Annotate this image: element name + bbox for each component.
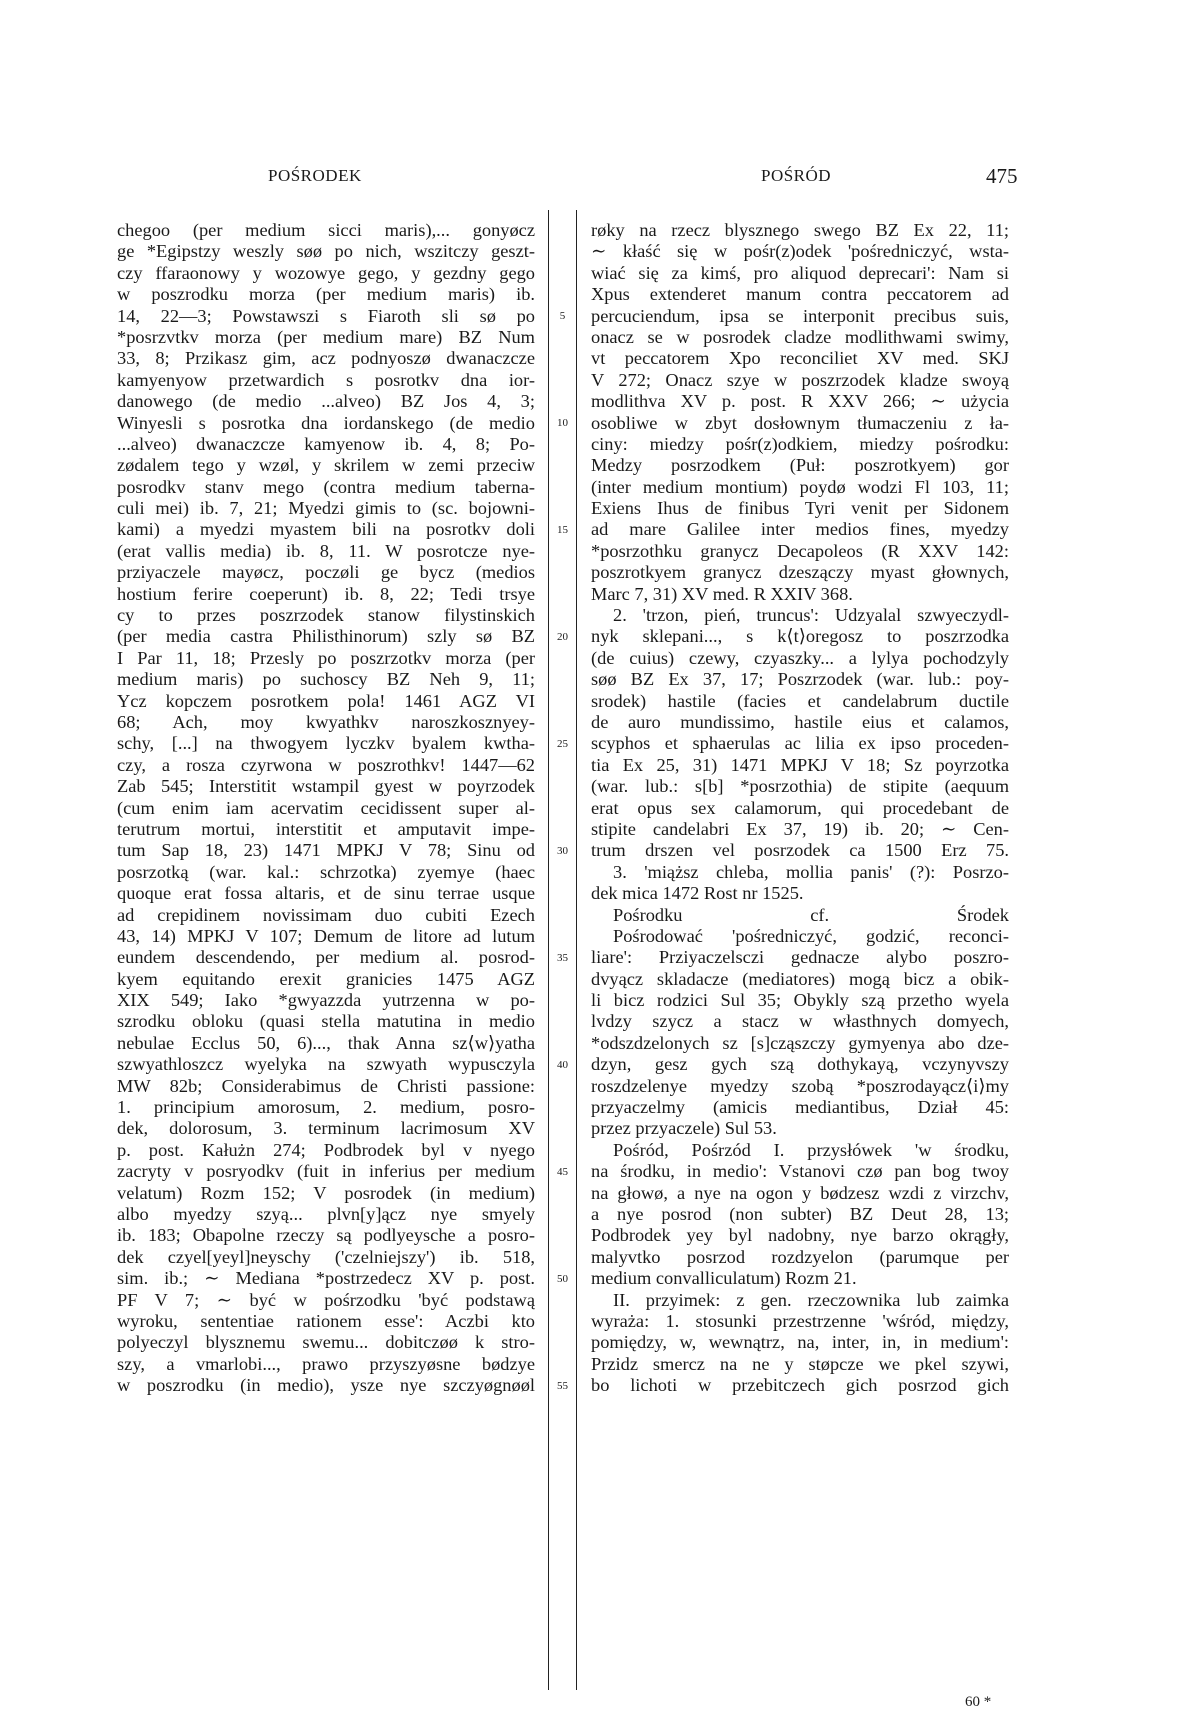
text-line: terutrum mortui, interstitit et amputavit impe- <box>117 818 535 839</box>
page-number: 475 <box>986 164 1018 188</box>
text-line: tia Ex 25, 31) 1471 MPKJ V 18; Sz poyrzotka <box>591 754 1009 775</box>
printer-signature: 60 * <box>965 1694 992 1710</box>
text-line: liare': Przіyaczelsczi gednacze alybo poszro- <box>591 947 1009 968</box>
text-line: *posrzvtkv morza (per medium mare) BZ Num <box>117 326 535 347</box>
text-line: II. przyimek: z gen. rzeczownika lub zaimka <box>613 1289 1009 1310</box>
text-line: malyvtko posrzod rozdzyelon (parumque per <box>591 1246 1009 1267</box>
text-line: kyem equitando erexit granicies 1475 AGZ <box>117 968 535 989</box>
text-line: quoque erat fossa altaris, et de sinu terrae usque <box>117 883 535 904</box>
text-line: wyroku, sententiae rationem esse': Aczbi kto <box>117 1310 535 1331</box>
text-line: zacryty v posryodkv (fuit in inferius per medium <box>117 1161 535 1182</box>
running-head-right: POŚRÓD <box>761 166 832 185</box>
text-line: ad crepidinem novissimam duo cubiti Ezech <box>117 904 535 925</box>
text-line: (inter medium montium) poydø wodzi Fl 103, 11; <box>591 476 1009 497</box>
text-line: nebulae Ecclus 50, 6)..., thak Anna sz⟨w⟩yatha <box>117 1032 535 1053</box>
text-line: dzyn, gesz gych szą dothykayą, vczynyvszy <box>591 1054 1009 1075</box>
text-line: 14, 22—3; Powstawszi s Fiaroth sli sø po <box>117 305 535 326</box>
text-line: XIX 549; Iako *gwyazzda yutrzenna w po- <box>117 990 535 1011</box>
text-line: PF V 7; ∼ być w pośrzodku 'być podstawą <box>117 1289 535 1310</box>
text-line: danowego (de medio ...alveo) BZ Jos 4, 3; <box>117 391 535 412</box>
text-line: 33, 8; Przikasz gim, acz podnyoszø dwanaczcze <box>117 348 535 369</box>
text-line: ib. 183; Obapolne rzeczy są podlyeysche a posro- <box>117 1225 535 1246</box>
text-line: w poszrodku morza (per medium maris) ib. <box>117 284 535 305</box>
text-line: ciny: miedzy pośr(z)odkiem, miedzy pośrodku: <box>591 433 1009 454</box>
text-line: wyraża: 1. stosunki przestrzenne 'wśród, między, <box>591 1310 1009 1331</box>
text-line: I Par 11, 18; Przesly po poszrzotkv morza (per <box>117 647 535 668</box>
text-line: (erat vallis media) ib. 8, 11. W posrotcze nye- <box>117 540 535 561</box>
text-line: czy, a rosza czyrwona w poszrothkv! 1447—62 <box>117 754 535 775</box>
text-line: a nye posrod (non subter) BZ Deut 28, 13; <box>591 1203 1009 1224</box>
text-line: MW 82b; Considerabimus de Christi passione: <box>117 1075 535 1096</box>
text-line: stipite candelabri Ex 37, 19) ib. 20; ∼ Cen- <box>591 818 1009 839</box>
text-line: 68; Ach, moy kwyathkv naroszkosznyey- <box>117 711 535 732</box>
line-number: 10 <box>557 416 568 429</box>
text-line: velatum) Rozm 152; V posrodek (in medium) <box>117 1182 535 1203</box>
text-line: Pośrodować 'pośredniczyć, godzić, reconci- <box>613 925 1009 946</box>
text-line: Pośrodku cf. Środek <box>613 904 1009 925</box>
text-line: polyeczyl blysznemu swemu... dobitczøø k stro- <box>117 1332 535 1353</box>
text-line: culi mei) ib. 7, 21; Myedzi gimis to (sc. bojowni- <box>117 498 535 519</box>
text-line: lvdzy szycz a stacz w własthnych domyech, <box>591 1011 1009 1032</box>
text-line: sim. ib.; ∼ Mediana *postrzedecz XV p. post. <box>117 1268 535 1289</box>
text-line: Xpus extenderet manum contra peccatorem ad <box>591 284 1009 305</box>
text-line: medium maris) po suchoscy BZ Neh 9, 11; <box>117 669 535 690</box>
text-line: ge *Egipstzy weszly søø po nich, wszitczy geszt- <box>117 241 535 262</box>
text-line: kamyenyow przetwardich s posrotkv dna ior- <box>117 369 535 390</box>
text-line: modlithva XV p. post. R XXV 266; ∼ użycia <box>591 391 1009 412</box>
text-line: ad mare Galilee inter medios fines, myedzy <box>591 519 1009 540</box>
line-number: 40 <box>557 1058 568 1071</box>
text-line: na głowø, a nye na ogon y bødzesz wzdi z virzchv, <box>591 1182 1009 1203</box>
text-line: dek czyel[yeyl]neyschy ('czelniejszy') ib. 518, <box>117 1246 535 1267</box>
text-line: szwyathloszcz wyelyka na szwyath wypusczyla <box>117 1054 535 1075</box>
text-line: 1. principium amorosum, 2. medium, posro- <box>117 1097 535 1118</box>
text-line: V 272; Onacz szye w poszrzodek kladze swoyą <box>591 369 1009 390</box>
running-head-left: POŚRODEK <box>268 166 362 185</box>
text-line: erat opus sex calamorum, qui procedebant de <box>591 797 1009 818</box>
text-line: posrodkv stanv mego (contra medium taberna- <box>117 476 535 497</box>
text-line: Pośród, Pośrzód I. przysłówek 'w środku, <box>613 1139 1009 1160</box>
text-line: czy ffaraonowy y wozowye gego, y gezdny gego <box>117 262 535 283</box>
text-line: *posrzothku granycz Decapoleos (R XXV 142: <box>591 540 1009 561</box>
text-line: Marc 7, 31) XV med. R XXIV 368. <box>591 583 853 604</box>
text-line: Przidz smercz na ne y støpcze we pkel szywi, <box>591 1353 1009 1374</box>
text-line: bo lichoti w przebitczech gich posrzod gich <box>591 1375 1009 1396</box>
text-line: chegoo (per medium sicci maris),... gonyøcz <box>117 220 535 240</box>
line-number: 15 <box>557 523 568 536</box>
text-line: p. post. Kałużn 274; Podbrodek byl v nyego <box>117 1139 535 1160</box>
text-line: szrodku obloku (quasi stella matutina in medio <box>117 1011 535 1032</box>
text-line: posrzotką (war. kal.: schrzotka) zyemye (haec <box>117 861 535 882</box>
text-line: dek mica 1472 Rost nr 1525. <box>591 883 804 904</box>
line-number: 55 <box>557 1379 568 1392</box>
text-line: (de cuius) czewy, czyaszky... a lylya pochodzyly <box>591 647 1009 668</box>
text-line: scyphos et sphaerulas ac lilia ex ipso proceden- <box>591 733 1009 754</box>
line-number: 35 <box>557 951 568 964</box>
text-line: trum drszen vel posrzodek ca 1500 Erz 75. <box>591 840 1009 861</box>
text-line: w poszrodku (in medio), ysze nye szczyøgnøøl <box>117 1375 535 1396</box>
text-line: *odszdzelonych sz [s]cząszczy gymyenya abo dze- <box>591 1032 1009 1053</box>
text-line: nyk sklepani..., s k⟨t⟩oregosz to poszrzodka <box>591 626 1009 647</box>
text-line: ...alveo) dwanaczcze kamyenow ib. 4, 8; Po- <box>117 433 535 454</box>
text-line: przіyaczele mayøcz, poczøli ge bycz (medios <box>117 562 535 583</box>
text-line: hostium ferire coeperunt) ib. 8, 22; Tedi trsye <box>117 583 535 604</box>
text-line: Medzy posrzodkem (Puł: poszrotkyem) gor <box>591 455 1009 476</box>
text-line: dek, dolorosum, 3. terminum lacrimosum XV <box>117 1118 535 1139</box>
line-number: 50 <box>557 1272 568 1285</box>
text-line: medium convalliculatum) Rozm 21. <box>591 1268 857 1289</box>
text-line: Zab 545; Interstitit wstampil gyest w poyrzodek <box>117 776 535 797</box>
text-line: wiać się za kimś, pro aliquod deprecari': Nam si <box>591 262 1009 283</box>
text-line: srodek) hastile (facies et candelabrum ductile <box>591 690 1009 711</box>
text-line: Ycz kopczem posrotkem pola! 1461 AGZ VI <box>117 690 535 711</box>
line-number: 30 <box>557 844 568 857</box>
text-line: 43, 14) MPKJ V 107; Demum de litore ad lutum <box>117 925 535 946</box>
text-line: 2. 'trzon, pień, truncus': Udzyalal szwyeczydl- <box>613 605 1009 626</box>
text-line: roszdzelenye myedzy szobą *poszrodayącz⟨i⟩my <box>591 1075 1009 1096</box>
text-line: szy, a vmarlobi..., prawo przyszyøsnе bødzye <box>117 1353 535 1374</box>
text-line: cy to przes poszrzodek stanow filystinskich <box>117 605 535 626</box>
text-line: (war. lub.: s[b] *posrzothia) de stipite (aequum <box>591 776 1009 797</box>
column-rule-right <box>576 210 577 1690</box>
text-line: Podbrodek yey byl nadobny, nye barzo okrągły, <box>591 1225 1009 1246</box>
text-line: 3. 'miąższ chleba, mollia panis' (?): Posrzo- <box>613 861 1009 882</box>
text-line: onacz se w posrodek cladze modlithwami swimy, <box>591 326 1009 347</box>
text-line: røky na rzecz blysznego swego BZ Ex 22, 11; <box>591 220 1009 240</box>
line-number: 45 <box>557 1165 568 1178</box>
text-line: eundem descendendo, per medium al. posrod- <box>117 947 535 968</box>
line-number: 25 <box>557 737 568 750</box>
text-line: Winyesli s posrotka dna iordanskego (de medio <box>117 412 535 433</box>
text-line: albo myedzy szyą... plvn[y]ącz nye smyely <box>117 1203 535 1224</box>
text-line: na środku, in medio': Vstanovi czø pan bog twoy <box>591 1161 1009 1182</box>
text-line: poszrotkyem granycz dzeszączy myast głownych, <box>591 562 1009 583</box>
right-column <box>591 220 1009 1396</box>
text-line: kami) a myedzi myastem bili na posrotkv doli <box>117 519 535 540</box>
text-line: pomiędzy, w, wewnątrz, na, inter, in, in medium': <box>591 1332 1009 1353</box>
text-line: li bicz rodzici Sul 35; Obykly szą przetho wyela <box>591 990 1009 1011</box>
text-line: (cum enim iam acervatim cecidissent super al- <box>117 797 535 818</box>
text-line: schy, [...] na thwogyem lyczkv byalem kwtha- <box>117 733 535 754</box>
text-line: osobliwe w zbyt dosłownym tłumaczeniu z ła- <box>591 412 1009 433</box>
text-line: søø BZ Ex 37, 17; Poszrzodek (war. lub.: poy- <box>591 669 1009 690</box>
text-line: przyaczelmy (amicis mediantibus, Dział 45: <box>591 1097 1009 1118</box>
text-line: tum Sap 18, 23) 1471 MPKJ V 78; Sinu od <box>117 840 535 861</box>
line-number: 5 <box>559 309 566 322</box>
text-line: przez przyaczele) Sul 53. <box>591 1118 777 1139</box>
text-line: Exiens Ihus de finibus Tyri venit per Sidonem <box>591 498 1009 519</box>
line-number: 20 <box>557 630 568 643</box>
text-line: vt peccatorem Xpo reconciliet XV med. SKJ <box>591 348 1009 369</box>
text-line: percuciendum, ipsa se interponit precibus suis, <box>591 305 1009 326</box>
text-line: dvyącz skladacze (mediatores) mogą bicz a obik- <box>591 968 1009 989</box>
text-line: ∼ kłaść się w pośr(z)odek 'pośredniczyć, wsta- <box>591 241 1009 262</box>
text-line: zødalem tego y wzøl, y skrilem w zemi przeciw <box>117 455 535 476</box>
text-line: de auro mundissimo, hastile eius et calamos, <box>591 711 1009 732</box>
left-column <box>117 220 535 1396</box>
text-line: (per media castra Philisthinorum) szly sø BZ <box>117 626 535 647</box>
